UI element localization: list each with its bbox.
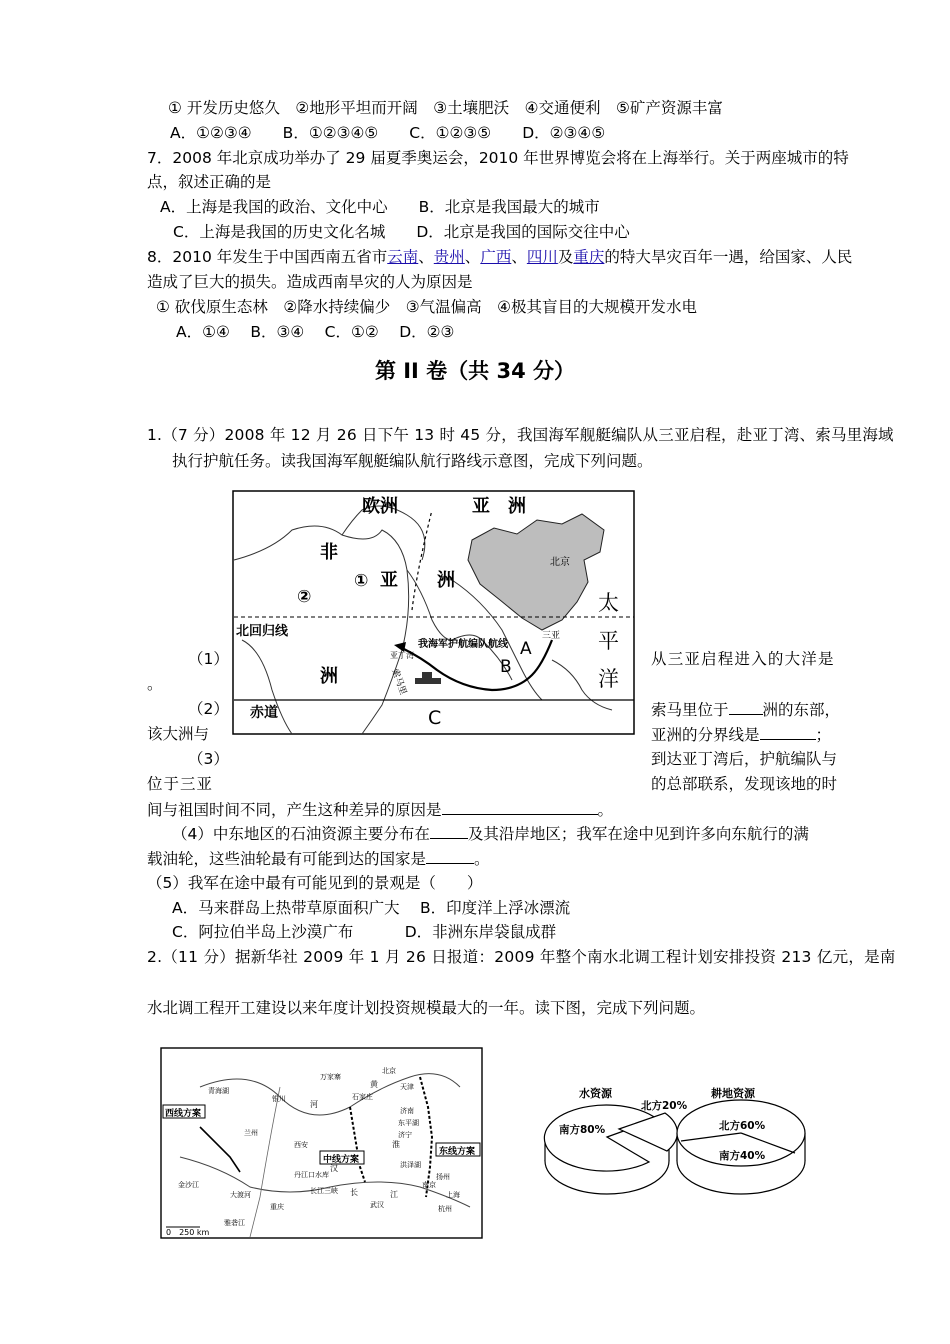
p1-q5-stem: （5）我军在途中最有可能见到的景观是（ ）	[147, 874, 483, 892]
label-europe: 欧洲	[362, 496, 398, 517]
text-segment: 洲的东部，	[762, 701, 841, 719]
p1-q2-right	[651, 698, 840, 721]
p1-stem-2: 执行护航任务。读我国海军舰艇编队航行路线示意图，完成下列问题。	[172, 452, 653, 470]
separator: 、	[464, 248, 481, 266]
p1-q4-line2	[147, 847, 490, 870]
text-segment: 。	[474, 850, 490, 868]
text-segment: （4）中东地区的石油资源主要分布在	[172, 825, 430, 843]
label-equator: 赤道	[250, 705, 278, 721]
water-south-label: 南方80%	[559, 1124, 606, 1136]
land-south-label: 南方40%	[719, 1150, 766, 1162]
p2-stem-2: 水北调工程开工建设以来年度计划投资规模最大的一年。读下图，完成下列问题。	[147, 999, 706, 1017]
link-guizhou[interactable]: 贵州	[433, 248, 465, 266]
label-shijiazhuang: 石家庄	[352, 1093, 373, 1101]
label-africa-4: 洲	[320, 666, 338, 687]
label-jining: 济宁	[398, 1131, 412, 1139]
label-three-gorges: 长江三峡	[310, 1187, 338, 1195]
text-segment: ；	[815, 726, 832, 744]
label-yinchuan: 银川	[272, 1095, 286, 1103]
link-sichuan[interactable]: 四川	[526, 248, 558, 266]
p1-q5-cd: C．阿拉伯半岛上沙漠广布 D．非洲东岸袋鼠成群	[172, 923, 557, 941]
q8-options: ① 砍伐原生态林 ②降水持续偏少 ③气温偏高 ④极其盲目的大规模开发水电	[156, 298, 698, 316]
text-segment: 间与祖国时间不同，产生这种差异的原因是	[147, 801, 442, 819]
label-aden: 亚丁湾	[390, 651, 414, 660]
label-route: 我海军护航编队航线	[418, 639, 508, 650]
land-title: 耕地资源	[711, 1087, 755, 1100]
p1-q4-line1	[172, 822, 809, 845]
label-dongping-lake: 东平湖	[398, 1119, 419, 1127]
p1-q1-end: 。	[147, 675, 163, 693]
label-hongze-lake: 洪泽湖	[400, 1161, 421, 1169]
p1-q5-ab: A．马来群岛上热带草原面积广大 B．印度洋上浮冰漂流	[172, 899, 571, 917]
label-tianjin: 天津	[400, 1083, 414, 1091]
p1-q2-num: （2）	[188, 700, 229, 718]
label-han: 汉	[330, 1164, 338, 1173]
label-somali: 索马里	[389, 667, 408, 697]
label-asia: 亚 洲	[472, 496, 526, 517]
label-C: C	[428, 707, 442, 729]
label-huang: 黄	[370, 1080, 378, 1089]
label-africa-2: 亚	[380, 570, 398, 591]
q6-choices: A．①②③④ B．①②③④⑤ C．①②③⑤ D．②③④⑤	[170, 124, 606, 142]
link-guangxi[interactable]: 广西	[480, 248, 512, 266]
label-beijing: 北京	[382, 1067, 396, 1075]
label-yangzhou: 扬州	[436, 1173, 450, 1181]
label-africa-3: 洲	[437, 570, 455, 591]
text-segment: 亚洲的分界线是	[651, 726, 760, 744]
label-chongqing: 重庆	[270, 1203, 284, 1211]
blank-country[interactable]	[426, 847, 474, 864]
label-jinan: 济南	[400, 1107, 414, 1115]
label-shanghai: 上海	[446, 1191, 460, 1199]
blank-boundary[interactable]	[760, 723, 816, 740]
text-segment: 索马里位于	[651, 701, 729, 719]
label-chang: 长	[350, 1188, 358, 1197]
p1-q2-right2	[651, 723, 831, 746]
label-west: 西线方案	[165, 1109, 202, 1119]
label-xian: 西安	[294, 1141, 308, 1149]
label-pacific-1: 太	[598, 591, 619, 615]
label-hangzhou: 杭州	[438, 1205, 452, 1213]
q8-suffix: 的特大旱灾百年一遇，给国家、人民	[604, 248, 853, 266]
label-sanya: 三亚	[542, 631, 561, 641]
separator: 、	[418, 248, 434, 266]
blank-oil-region[interactable]	[430, 822, 468, 839]
label-circle-1: ①	[354, 571, 369, 591]
text-segment: 及其沿岸地区；我军在途中见到许多向东航行的满	[467, 825, 809, 843]
label-B: B	[500, 657, 512, 677]
p1-q1-num: （1）	[188, 650, 229, 668]
water-diversion-map	[160, 1047, 483, 1239]
navy-route-map	[232, 490, 636, 735]
conjunction: 及	[557, 248, 574, 266]
label-he: 河	[310, 1100, 318, 1109]
link-chongqing[interactable]: 重庆	[573, 248, 605, 266]
label-huai: 淮	[392, 1140, 400, 1149]
water-north-label: 北方20%	[641, 1100, 688, 1112]
blank-reason[interactable]	[442, 798, 598, 815]
land-north-label: 北方60%	[719, 1120, 766, 1132]
label-nanjing: 南京	[422, 1181, 436, 1189]
q7-stem-2: 点，叙述正确的是	[147, 173, 272, 191]
q8-choices: A．①④ B．③④ C．①② D．②③	[176, 323, 455, 341]
p1-q3-left2: 位于三亚	[147, 775, 214, 793]
label-dadu: 大渡河	[230, 1191, 251, 1199]
q8-stem-2: 造成了巨大的损失。造成西南旱灾的人为原因是	[147, 273, 473, 291]
label-lanzhou: 兰州	[244, 1129, 258, 1137]
p1-q1-right: 从三亚启程进入的大洋是	[651, 650, 835, 668]
label-tropic: 北回归线	[236, 624, 289, 639]
label-jiang: 江	[390, 1190, 398, 1199]
resource-pie-charts	[537, 1075, 817, 1205]
label-scale: 0 250 km	[166, 1228, 210, 1237]
label-danjiangkou: 丹江口水库	[294, 1171, 329, 1179]
p1-stem-1: 1.（7 分）2008 年 12 月 26 日下午 13 时 45 分，我国海军舰艇编队从三亚启程，赴亚丁湾、索马里海域	[147, 426, 894, 444]
label-pacific-2: 平	[598, 629, 619, 653]
label-jinsha: 金沙江	[178, 1181, 199, 1189]
label-wanjiazhai: 万家寨	[320, 1073, 341, 1081]
blank-continent[interactable]	[729, 698, 763, 715]
ship-icon	[415, 678, 441, 684]
label-beijing: 北京	[550, 557, 570, 568]
p1-q3-num: （3）	[188, 750, 229, 768]
p1-q3-right2: 的总部联系，发现该地的时	[651, 775, 838, 793]
text-segment: 。	[597, 801, 614, 819]
label-qinghai-lake: 青海湖	[208, 1087, 229, 1095]
p1-q3-right: 到达亚丁湾后，护航编队与	[651, 750, 838, 768]
p2-stem-1: 2.（11 分）据新华社 2009 年 1 月 26 日报道：2009 年整个南水北调工程计划安排投资 213 亿元，是南	[147, 948, 896, 966]
label-africa-1: 非	[320, 542, 338, 563]
ship-icon	[422, 672, 432, 678]
p1-q2-left2: 该大洲与	[147, 725, 210, 743]
text-segment: 载油轮，这些油轮最有可能到达的国家是	[147, 850, 427, 868]
separator: 、	[511, 248, 527, 266]
section-title: 第 II 卷（共 34 分）	[374, 359, 576, 383]
q7-choices-cd: C．上海是我国的历史文化名城 D．北京是我国的国际交往中心	[173, 223, 630, 241]
label-middle: 中线方案	[323, 1155, 360, 1165]
q7-stem-1: 7．2008 年北京成功举办了 29 届夏季奥运会，2010 年世界博览会将在上海举行。关于两座城市的特	[147, 149, 849, 167]
label-pacific-3: 洋	[598, 667, 619, 691]
water-title: 水资源	[579, 1087, 612, 1100]
q7-choices-ab: A．上海是我国的政治、文化中心 B．北京是我国最大的城市	[160, 198, 600, 216]
label-east: 东线方案	[439, 1147, 476, 1157]
q8-stem-1	[147, 246, 852, 268]
link-yunnan[interactable]: 云南	[387, 248, 419, 266]
label-circle-2: ②	[297, 587, 312, 607]
label-wuhan: 武汉	[370, 1201, 384, 1209]
q8-prefix: 8．2010 年发生于中国西南五省市	[147, 248, 388, 266]
label-yalong: 雅砻江	[224, 1219, 245, 1227]
p1-q3-line3	[147, 798, 613, 821]
label-A: A	[520, 639, 532, 659]
q6-options: ① 开发历史悠久 ②地形平坦而开阔 ③土壤肥沃 ④交通便利 ⑤矿产资源丰富	[168, 99, 723, 117]
